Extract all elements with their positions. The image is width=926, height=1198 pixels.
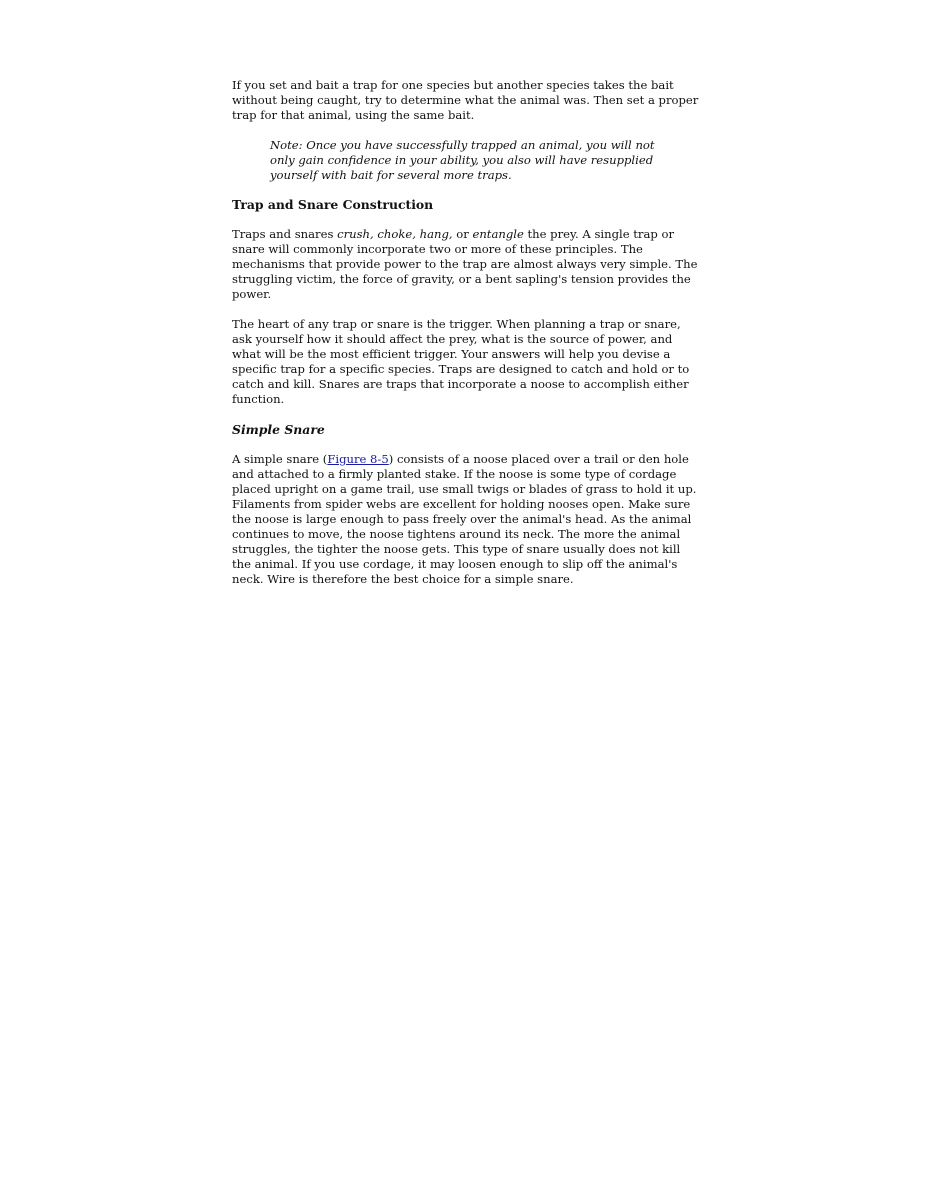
- page-content: [232, 78, 702, 602]
- section-heading-trap-snare-construction: Trap and Snare Construction: [232, 197, 434, 212]
- intro-paragraph: If you set and bait a trap for one species but another species takes the bait without being caught, try to determine what the animal was. Then set a proper trap for that animal, using the same bait.: [232, 78, 699, 122]
- trap-para1-text-2: or: [452, 227, 473, 241]
- trap-para1-emphasis-1: crush, choke, hang,: [337, 227, 453, 241]
- trap-para1-text-3: the prey. A single trap or snare will commonly incorporate two or more of these principles. The mechanisms that provide power to the trap are almost always very simple. The struggling victim, the force of gravity, or a bent sapling's tension provides the power.: [232, 227, 698, 301]
- simple-snare-text-2: ) consists of a noose placed over a trail or den hole and attached to a firmly planted stake. If the noose is some type of cordage placed upright on a game trail, use small twigs or blades of grass to hold it up. Filaments from spider webs are excellent for holding nooses open. Make sure the noose is large enough to pass freely over the animal's head. As the animal continues to move, the noose tightens around its neck. The more the animal struggles, the tighter the noose gets. This type of snare usually does not kill the animal. If you use cordage, it may loosen enough to slip off the animal's neck. Wire is therefore the best choice for a simple snare.: [232, 452, 697, 586]
- trap-para1-emphasis-2: entangle: [472, 227, 524, 241]
- trap-paragraph-1: [232, 227, 702, 302]
- simple-snare-text-1: A simple snare (: [232, 452, 328, 466]
- trap-para1-text-1: Traps and snares: [232, 227, 338, 241]
- simple-snare-paragraph: [232, 452, 702, 587]
- note-paragraph: Note: Once you have successfully trapped an animal, you will not only gain confidence in your ability, you also will have resupplied yourself with bait for several more traps.: [270, 138, 655, 182]
- figure-link[interactable]: Figure 8-5: [327, 452, 389, 466]
- section-heading-simple-snare: Simple Snare: [232, 422, 325, 437]
- trap-paragraph-2: The heart of any trap or snare is the trigger. When planning a trap or snare, ask yourself how it should affect the prey, what is the source of power, and what will be the most efficient trigger. Your answers will help you devise a specific trap for a specific species. Traps are designed to catch and hold or to catch and kill. Snares are traps that incorporate a noose to accomplish either function.: [232, 317, 690, 406]
